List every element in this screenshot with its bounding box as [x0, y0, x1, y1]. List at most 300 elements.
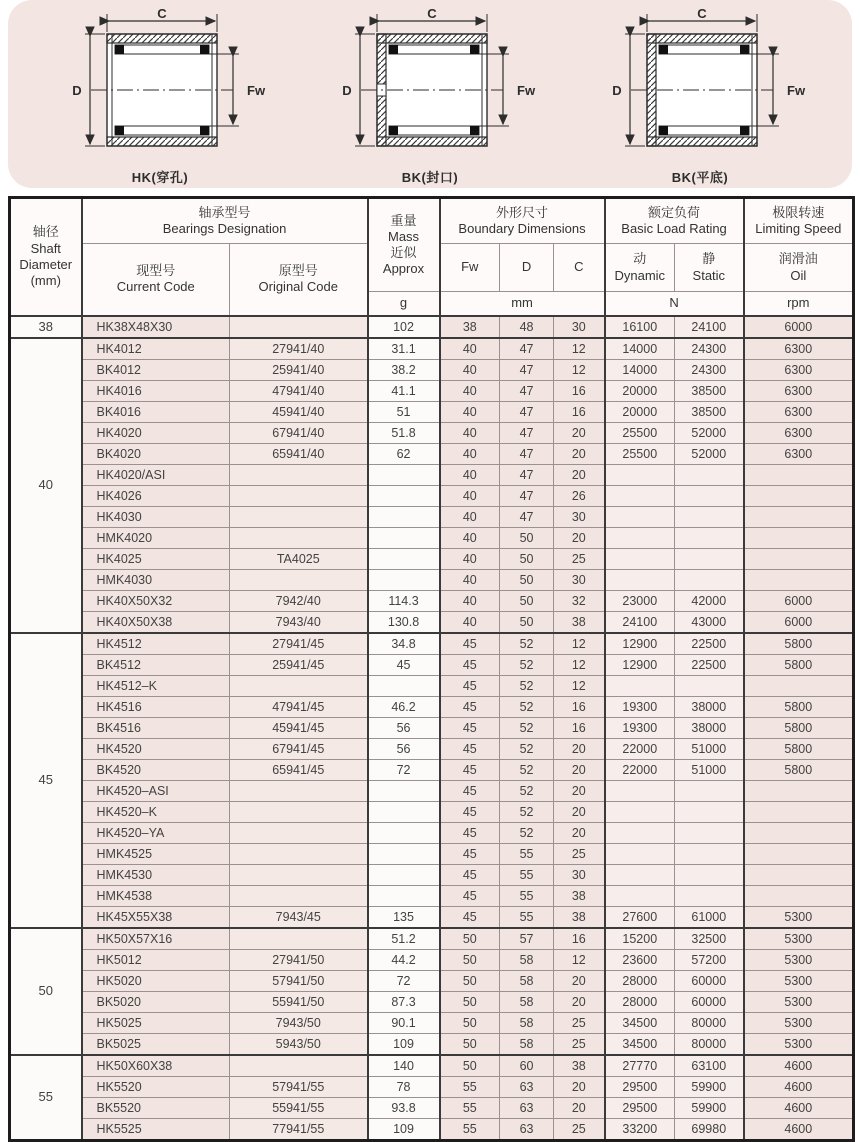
- bearing-diagram-bk-flat: [585, 8, 815, 186]
- static-load-cell: 38000: [675, 696, 744, 717]
- current-code-cell: HK4520–YA: [82, 822, 230, 843]
- static-load-cell: 38000: [675, 717, 744, 738]
- diagram-panel: [8, 0, 852, 188]
- mass-cell: [368, 822, 440, 843]
- current-code-cell: BK4516: [82, 717, 230, 738]
- original-code-cell: 65941/45: [230, 759, 368, 780]
- shaft-diameter-cell: 38: [10, 316, 82, 338]
- d-cell: 58: [500, 1033, 554, 1055]
- oil-rpm-cell: 5300: [744, 1012, 854, 1033]
- current-code-cell: HK40X50X32: [82, 590, 230, 611]
- static-load-cell: 69980: [675, 1118, 744, 1140]
- c-cell: 20: [554, 422, 605, 443]
- d-cell: 50: [500, 548, 554, 569]
- oil-rpm-cell: 5300: [744, 949, 854, 970]
- fw-cell: 40: [440, 506, 500, 527]
- d-cell: 47: [500, 359, 554, 380]
- fw-cell: 40: [440, 590, 500, 611]
- c-cell: 20: [554, 443, 605, 464]
- fw-cell: 50: [440, 1033, 500, 1055]
- oil-rpm-cell: 6300: [744, 359, 854, 380]
- header-oil: 润滑油 Oil: [744, 244, 854, 292]
- table-row: [10, 1033, 854, 1055]
- oil-rpm-cell: 5800: [744, 759, 854, 780]
- dynamic-load-cell: [605, 822, 675, 843]
- current-code-cell: HK4026: [82, 485, 230, 506]
- bearing-diagram-hk: [45, 8, 275, 186]
- static-load-cell: 22500: [675, 654, 744, 675]
- oil-rpm-cell: [744, 485, 854, 506]
- table-row: [10, 759, 854, 780]
- mass-cell: 87.3: [368, 991, 440, 1012]
- mass-cell: 46.2: [368, 696, 440, 717]
- fw-cell: 40: [440, 443, 500, 464]
- dynamic-load-cell: [605, 864, 675, 885]
- fw-cell: 45: [440, 885, 500, 906]
- table-row: [10, 401, 854, 422]
- table-row: [10, 780, 854, 801]
- current-code-cell: HK4025: [82, 548, 230, 569]
- static-load-cell: [675, 885, 744, 906]
- oil-rpm-cell: 5300: [744, 991, 854, 1012]
- c-cell: 20: [554, 970, 605, 991]
- table-row: [10, 991, 854, 1012]
- dynamic-load-cell: 16100: [605, 316, 675, 338]
- mass-cell: [368, 548, 440, 569]
- c-cell: 20: [554, 801, 605, 822]
- c-cell: 30: [554, 506, 605, 527]
- d-cell: 48: [500, 316, 554, 338]
- original-code-cell: 55941/55: [230, 1097, 368, 1118]
- original-code-cell: [230, 843, 368, 864]
- fw-cell: 45: [440, 906, 500, 928]
- diagram-caption: BK(平底): [671, 170, 729, 185]
- dynamic-load-cell: 34500: [605, 1033, 675, 1055]
- original-code-cell: 65941/40: [230, 443, 368, 464]
- d-cell: 47: [500, 338, 554, 360]
- fw-cell: 40: [440, 380, 500, 401]
- mass-cell: 45: [368, 654, 440, 675]
- table-body: [10, 316, 854, 1141]
- current-code-cell: HK4512: [82, 633, 230, 655]
- static-load-cell: 61000: [675, 906, 744, 928]
- fw-cell: 40: [440, 338, 500, 360]
- mass-cell: [368, 675, 440, 696]
- oil-rpm-cell: 5800: [744, 696, 854, 717]
- original-code-cell: 57941/50: [230, 970, 368, 991]
- dim-label-fw: Fw: [247, 83, 266, 98]
- current-code-cell: HK4030: [82, 506, 230, 527]
- d-cell: 58: [500, 949, 554, 970]
- table-row: [10, 359, 854, 380]
- original-code-cell: 47941/45: [230, 696, 368, 717]
- oil-rpm-cell: 5300: [744, 928, 854, 950]
- c-cell: 20: [554, 991, 605, 1012]
- header-original-code: 原型号 Original Code: [230, 244, 368, 316]
- c-cell: 30: [554, 864, 605, 885]
- oil-rpm-cell: 6000: [744, 590, 854, 611]
- table-row: [10, 906, 854, 928]
- static-load-cell: 60000: [675, 970, 744, 991]
- oil-rpm-cell: 5800: [744, 654, 854, 675]
- fw-cell: 50: [440, 949, 500, 970]
- d-cell: 60: [500, 1055, 554, 1077]
- table-row: [10, 696, 854, 717]
- d-cell: 50: [500, 569, 554, 590]
- d-cell: 47: [500, 506, 554, 527]
- original-code-cell: 55941/50: [230, 991, 368, 1012]
- shaft-diameter-cell: 40: [10, 338, 82, 633]
- original-code-cell: 45941/40: [230, 401, 368, 422]
- d-cell: 52: [500, 822, 554, 843]
- fw-cell: 40: [440, 548, 500, 569]
- table-row: [10, 1097, 854, 1118]
- fw-cell: 45: [440, 780, 500, 801]
- current-code-cell: HMK4030: [82, 569, 230, 590]
- dynamic-load-cell: 19300: [605, 696, 675, 717]
- current-code-cell: BK4512: [82, 654, 230, 675]
- fw-cell: 40: [440, 464, 500, 485]
- current-code-cell: HK4520: [82, 738, 230, 759]
- mass-cell: [368, 885, 440, 906]
- table-row: [10, 316, 854, 338]
- current-code-cell: HK5025: [82, 1012, 230, 1033]
- oil-rpm-cell: [744, 801, 854, 822]
- dynamic-load-cell: 22000: [605, 738, 675, 759]
- header-shaft-diameter: 轴径 Shaft Diameter (mm): [10, 198, 82, 316]
- fw-cell: 45: [440, 675, 500, 696]
- current-code-cell: HK4020: [82, 422, 230, 443]
- current-code-cell: HK5012: [82, 949, 230, 970]
- c-cell: 20: [554, 1076, 605, 1097]
- c-cell: 20: [554, 822, 605, 843]
- static-load-cell: 63100: [675, 1055, 744, 1077]
- original-code-cell: 5943/50: [230, 1033, 368, 1055]
- static-load-cell: 43000: [675, 611, 744, 633]
- original-code-cell: 27941/45: [230, 633, 368, 655]
- original-code-cell: [230, 675, 368, 696]
- table-row: [10, 885, 854, 906]
- c-cell: 25: [554, 1033, 605, 1055]
- static-load-cell: 51000: [675, 759, 744, 780]
- c-cell: 12: [554, 633, 605, 655]
- unit-dimensions: mm: [440, 292, 605, 316]
- current-code-cell: HK38X48X30: [82, 316, 230, 338]
- mass-cell: 51.8: [368, 422, 440, 443]
- fw-cell: 45: [440, 738, 500, 759]
- dynamic-load-cell: 19300: [605, 717, 675, 738]
- dynamic-load-cell: 27770: [605, 1055, 675, 1077]
- c-cell: 16: [554, 380, 605, 401]
- dynamic-load-cell: 14000: [605, 338, 675, 360]
- oil-rpm-cell: 4600: [744, 1118, 854, 1140]
- original-code-cell: [230, 316, 368, 338]
- dynamic-load-cell: 12900: [605, 654, 675, 675]
- mass-cell: [368, 506, 440, 527]
- oil-rpm-cell: [744, 675, 854, 696]
- table-row: [10, 949, 854, 970]
- original-code-cell: 7942/40: [230, 590, 368, 611]
- c-cell: 16: [554, 717, 605, 738]
- d-cell: 52: [500, 780, 554, 801]
- fw-cell: 50: [440, 1012, 500, 1033]
- c-cell: 12: [554, 654, 605, 675]
- c-cell: 20: [554, 527, 605, 548]
- current-code-cell: BK4016: [82, 401, 230, 422]
- unit-mass: g: [368, 292, 440, 316]
- mass-cell: 109: [368, 1118, 440, 1140]
- c-cell: 26: [554, 485, 605, 506]
- table-row: [10, 506, 854, 527]
- static-load-cell: 80000: [675, 1012, 744, 1033]
- dynamic-load-cell: [605, 527, 675, 548]
- fw-cell: 40: [440, 422, 500, 443]
- dynamic-load-cell: [605, 464, 675, 485]
- static-load-cell: 24100: [675, 316, 744, 338]
- c-cell: 12: [554, 675, 605, 696]
- d-cell: 52: [500, 801, 554, 822]
- dynamic-load-cell: [605, 885, 675, 906]
- mass-cell: 56: [368, 717, 440, 738]
- d-cell: 52: [500, 696, 554, 717]
- original-code-cell: [230, 485, 368, 506]
- d-cell: 50: [500, 590, 554, 611]
- d-cell: 55: [500, 843, 554, 864]
- static-load-cell: 38500: [675, 380, 744, 401]
- dynamic-load-cell: 22000: [605, 759, 675, 780]
- original-code-cell: [230, 569, 368, 590]
- shaft-diameter-cell: 55: [10, 1055, 82, 1141]
- oil-rpm-cell: 6300: [744, 422, 854, 443]
- dim-label-d: D: [342, 83, 352, 98]
- static-load-cell: [675, 864, 744, 885]
- dynamic-load-cell: [605, 569, 675, 590]
- dynamic-load-cell: [605, 548, 675, 569]
- dynamic-load-cell: 28000: [605, 970, 675, 991]
- d-cell: 52: [500, 654, 554, 675]
- fw-cell: 40: [440, 359, 500, 380]
- d-cell: 55: [500, 864, 554, 885]
- d-cell: 52: [500, 633, 554, 655]
- static-load-cell: [675, 527, 744, 548]
- dynamic-load-cell: 28000: [605, 991, 675, 1012]
- oil-rpm-cell: [744, 843, 854, 864]
- dynamic-load-cell: [605, 843, 675, 864]
- c-cell: 12: [554, 338, 605, 360]
- d-cell: 47: [500, 401, 554, 422]
- current-code-cell: BK4012: [82, 359, 230, 380]
- static-load-cell: [675, 822, 744, 843]
- fw-cell: 45: [440, 633, 500, 655]
- oil-rpm-cell: 6300: [744, 443, 854, 464]
- table-row: [10, 738, 854, 759]
- header-static: 静 Static: [675, 244, 744, 292]
- fw-cell: 45: [440, 654, 500, 675]
- current-code-cell: BK5520: [82, 1097, 230, 1118]
- dim-label-fw: Fw: [787, 83, 806, 98]
- current-code-cell: HK5525: [82, 1118, 230, 1140]
- original-code-cell: 67941/45: [230, 738, 368, 759]
- header-bearings-designation: 轴承型号 Bearings Designation: [82, 198, 368, 244]
- dynamic-load-cell: 15200: [605, 928, 675, 950]
- table-row: [10, 1055, 854, 1077]
- oil-rpm-cell: 6000: [744, 316, 854, 338]
- fw-cell: 55: [440, 1118, 500, 1140]
- table-row: [10, 970, 854, 991]
- original-code-cell: 25941/40: [230, 359, 368, 380]
- fw-cell: 40: [440, 485, 500, 506]
- current-code-cell: HK4016: [82, 380, 230, 401]
- d-cell: 58: [500, 1012, 554, 1033]
- table-row: [10, 527, 854, 548]
- dim-label-c: C: [157, 8, 167, 21]
- d-cell: 63: [500, 1076, 554, 1097]
- d-cell: 52: [500, 738, 554, 759]
- c-cell: 25: [554, 548, 605, 569]
- d-cell: 63: [500, 1118, 554, 1140]
- dim-label-c: C: [697, 8, 707, 21]
- mass-cell: 130.8: [368, 611, 440, 633]
- header-dynamic: 动 Dynamic: [605, 244, 675, 292]
- static-load-cell: 22500: [675, 633, 744, 655]
- d-cell: 47: [500, 485, 554, 506]
- original-code-cell: [230, 864, 368, 885]
- table-row: [10, 928, 854, 950]
- original-code-cell: 27941/40: [230, 338, 368, 360]
- fw-cell: 55: [440, 1097, 500, 1118]
- current-code-cell: BK5025: [82, 1033, 230, 1055]
- static-load-cell: 52000: [675, 422, 744, 443]
- current-code-cell: BK4520: [82, 759, 230, 780]
- table-row: [10, 1076, 854, 1097]
- table-row: [10, 485, 854, 506]
- current-code-cell: HMK4530: [82, 864, 230, 885]
- mass-cell: 135: [368, 906, 440, 928]
- dynamic-load-cell: 25500: [605, 443, 675, 464]
- c-cell: 30: [554, 569, 605, 590]
- dynamic-load-cell: 14000: [605, 359, 675, 380]
- fw-cell: 55: [440, 1076, 500, 1097]
- current-code-cell: HK45X55X38: [82, 906, 230, 928]
- current-code-cell: HMK4525: [82, 843, 230, 864]
- static-load-cell: 38500: [675, 401, 744, 422]
- c-cell: 38: [554, 906, 605, 928]
- d-cell: 47: [500, 464, 554, 485]
- original-code-cell: 47941/40: [230, 380, 368, 401]
- bearing-cross-section-hk: [45, 8, 275, 168]
- table-row: [10, 422, 854, 443]
- static-load-cell: [675, 843, 744, 864]
- mass-cell: 44.2: [368, 949, 440, 970]
- mass-cell: 114.3: [368, 590, 440, 611]
- fw-cell: 40: [440, 527, 500, 548]
- c-cell: 38: [554, 885, 605, 906]
- d-cell: 55: [500, 906, 554, 928]
- fw-cell: 45: [440, 717, 500, 738]
- oil-rpm-cell: [744, 885, 854, 906]
- d-cell: 55: [500, 885, 554, 906]
- mass-cell: [368, 843, 440, 864]
- original-code-cell: 25941/45: [230, 654, 368, 675]
- static-load-cell: 51000: [675, 738, 744, 759]
- d-cell: 50: [500, 611, 554, 633]
- current-code-cell: HK5020: [82, 970, 230, 991]
- oil-rpm-cell: 4600: [744, 1097, 854, 1118]
- table-row: [10, 611, 854, 633]
- oil-rpm-cell: 5800: [744, 738, 854, 759]
- table-row: [10, 443, 854, 464]
- mass-cell: 78: [368, 1076, 440, 1097]
- oil-rpm-cell: 5300: [744, 906, 854, 928]
- d-cell: 63: [500, 1097, 554, 1118]
- original-code-cell: 7943/45: [230, 906, 368, 928]
- oil-rpm-cell: 5300: [744, 970, 854, 991]
- static-load-cell: [675, 780, 744, 801]
- d-cell: 52: [500, 675, 554, 696]
- static-load-cell: [675, 675, 744, 696]
- c-cell: 16: [554, 401, 605, 422]
- d-cell: 47: [500, 422, 554, 443]
- fw-cell: 45: [440, 864, 500, 885]
- table-row: [10, 633, 854, 655]
- dynamic-load-cell: 34500: [605, 1012, 675, 1033]
- diagram-caption: BK(封口): [401, 170, 459, 185]
- bearing-cross-section-bk-flat: [585, 8, 815, 168]
- mass-cell: 140: [368, 1055, 440, 1077]
- c-cell: 20: [554, 464, 605, 485]
- d-cell: 52: [500, 759, 554, 780]
- original-code-cell: 77941/55: [230, 1118, 368, 1140]
- original-code-cell: TA4025: [230, 548, 368, 569]
- c-cell: 25: [554, 1012, 605, 1033]
- fw-cell: 38: [440, 316, 500, 338]
- oil-rpm-cell: 6300: [744, 338, 854, 360]
- current-code-cell: HK4020/ASI: [82, 464, 230, 485]
- d-cell: 47: [500, 443, 554, 464]
- table-row: [10, 569, 854, 590]
- dynamic-load-cell: 23600: [605, 949, 675, 970]
- oil-rpm-cell: [744, 780, 854, 801]
- original-code-cell: [230, 885, 368, 906]
- mass-cell: 34.8: [368, 633, 440, 655]
- original-code-cell: 7943/50: [230, 1012, 368, 1033]
- table-row: [10, 1012, 854, 1033]
- mass-cell: [368, 464, 440, 485]
- current-code-cell: HK4512–K: [82, 675, 230, 696]
- unit-load: N: [605, 292, 744, 316]
- oil-rpm-cell: 5300: [744, 1033, 854, 1055]
- static-load-cell: [675, 801, 744, 822]
- table-row: [10, 843, 854, 864]
- mass-cell: 90.1: [368, 1012, 440, 1033]
- c-cell: 38: [554, 611, 605, 633]
- header-c: C: [554, 244, 605, 292]
- c-cell: 20: [554, 1097, 605, 1118]
- current-code-cell: HK4012: [82, 338, 230, 360]
- table-row: [10, 864, 854, 885]
- fw-cell: 50: [440, 970, 500, 991]
- fw-cell: 45: [440, 696, 500, 717]
- dynamic-load-cell: 20000: [605, 380, 675, 401]
- dim-label-d: D: [612, 83, 622, 98]
- bearing-diagram-bk-sealed: [315, 8, 545, 186]
- current-code-cell: HK50X60X38: [82, 1055, 230, 1077]
- current-code-cell: HK4516: [82, 696, 230, 717]
- dynamic-load-cell: 20000: [605, 401, 675, 422]
- mass-cell: [368, 569, 440, 590]
- mass-cell: 62: [368, 443, 440, 464]
- oil-rpm-cell: [744, 548, 854, 569]
